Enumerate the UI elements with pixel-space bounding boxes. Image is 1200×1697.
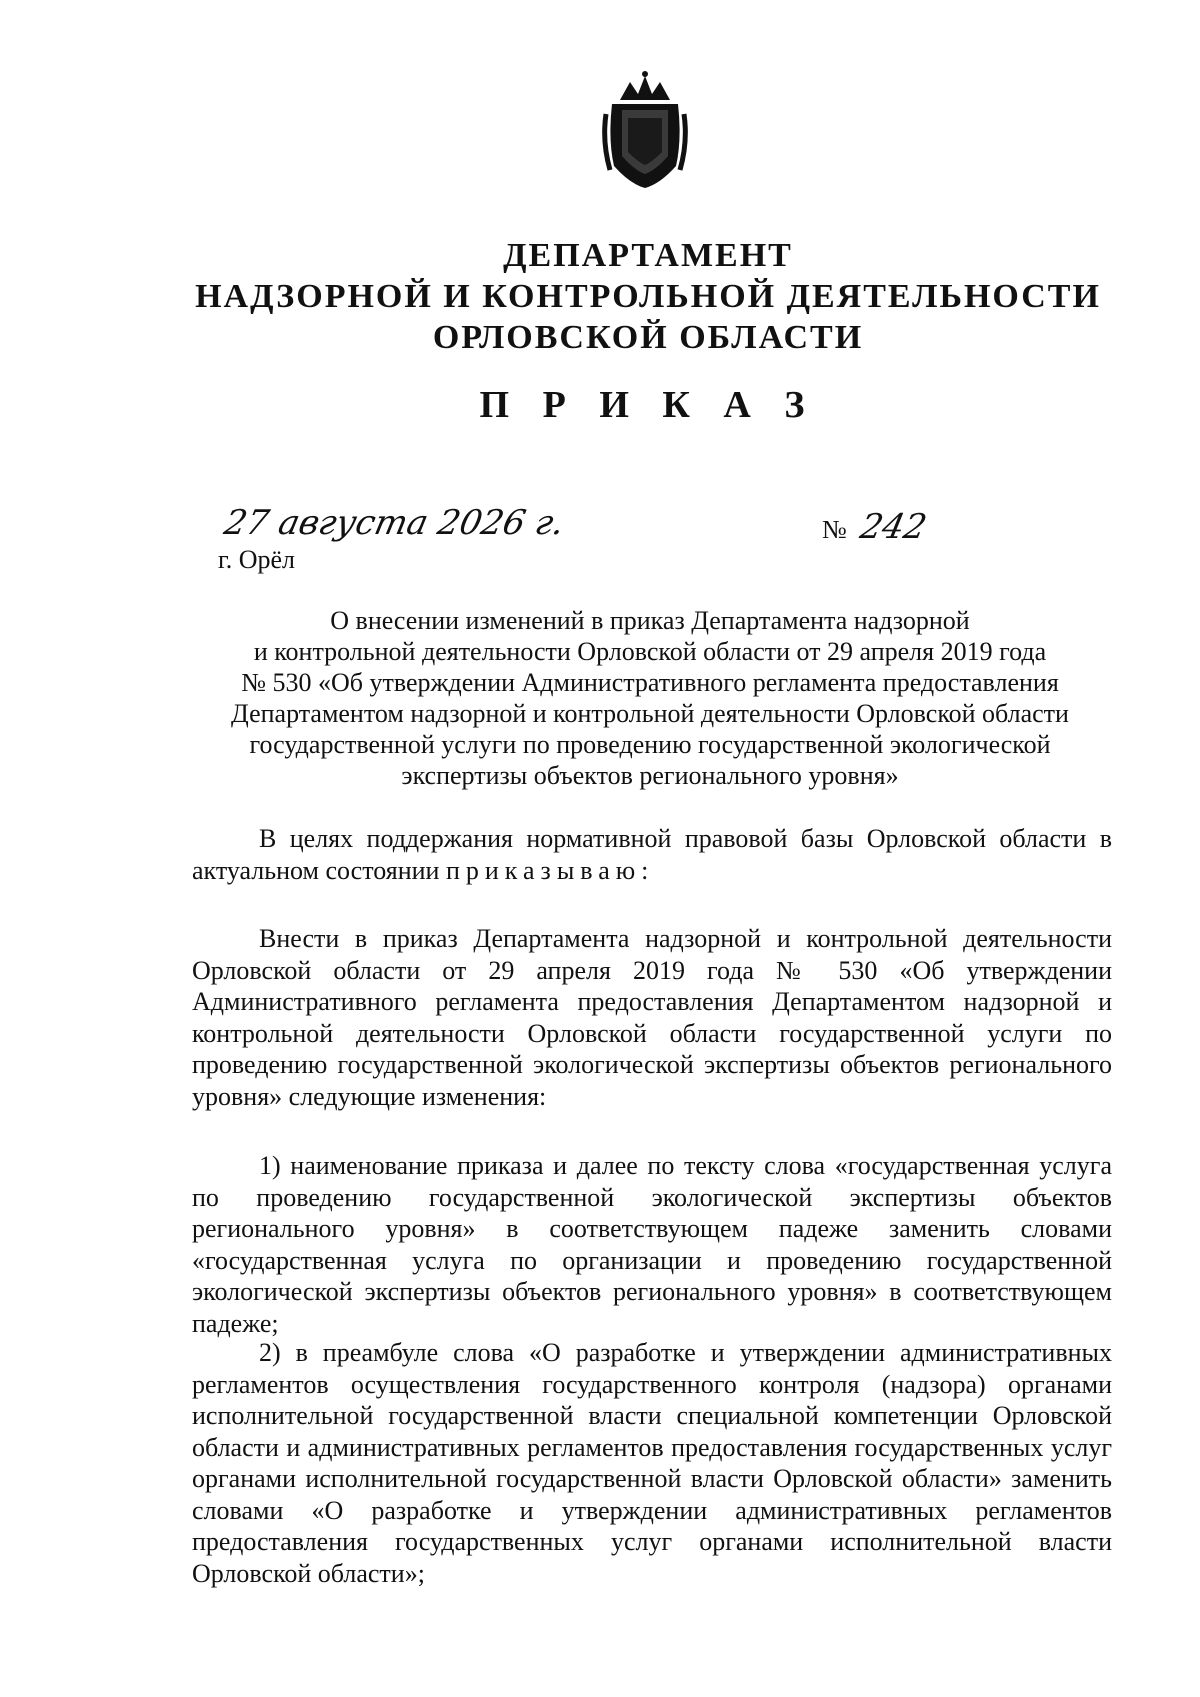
department-title-line-2: НАДЗОРНОЙ И КОНТРОЛЬНОЙ ДЕЯТЕЛЬНОСТИ (195, 278, 1101, 315)
heading-line: экспертизы объектов регионального уровня» (401, 761, 899, 790)
document-type-title: П Р И К А З (479, 384, 817, 426)
heading-line: Департаментом надзорной и контрольной деятельности Орловской области (231, 699, 1069, 728)
department-title-line-3: ОРЛОВСКОЙ ОБЛАСТИ (432, 319, 864, 356)
preamble-text: В целях поддержания нормативной правовой базы Орловской области в актуальном состоянии (192, 824, 1112, 885)
amendment-item-2: 2) в преамбуле слова «О разработке и утверждении административных регламентов осуществления государственного контроля (надзора) органами исполнительной государственной власти специальной компетенции Орловской области и административных регламентов предоставления государственных услуг органами исполнительной государственной власти Орловской области» заменить словами «О разработке и утверждении административных регламентов предоставления государственных услуг органами исполнительной власти Орловской области»; (192, 1338, 1112, 1588)
order-keyword: приказываю: (445, 855, 655, 885)
order-number (822, 507, 930, 547)
heading-line: государственной услуги по проведению государственной экологической (249, 730, 1051, 759)
handwritten-number: 242 (856, 507, 930, 547)
amendment-item-1: 1) наименование приказа и далее по тексту слова «государственная услуга по проведению государственной экологической экспертизы объектов регионального уровня» в соответствующем падеже заменить словами «государственная услуга по организации и проведению государственной экологической экспертизы объектов регионального уровня» в соответствующем падеже; (192, 1151, 1112, 1338)
main-paragraph: Внести в приказ Департамента надзорной и контрольной деятельности Орловской области от 29 апреля 2019 года № 530 «Об утверждении Административного регламента предоставления Департаментом надзорной и контрольной деятельности Орловской области государственной услуги по проведению государственной экологической экспертизы объектов регионального уровня» следующие изменения: (192, 924, 1112, 1111)
order-subject-heading (190, 605, 1110, 791)
coat-of-arms-emblem (600, 70, 690, 190)
number-sign-label: № (822, 515, 847, 544)
heading-line: № 530 «Об утверждении Административного регламента предоставления (241, 668, 1059, 697)
department-title-line-1: ДЕПАРТАМЕНТ (503, 237, 793, 274)
city-label: г. Орёл (218, 545, 296, 574)
heading-line: О внесении изменений в приказ Департамента надзорной (330, 606, 970, 635)
department-header (0, 235, 1200, 358)
preamble-paragraph (192, 823, 1112, 886)
handwritten-date: 27 августа 2026 г. (220, 503, 568, 543)
heading-line: и контрольной деятельности Орловской области от 29 апреля 2019 года (253, 637, 1047, 666)
